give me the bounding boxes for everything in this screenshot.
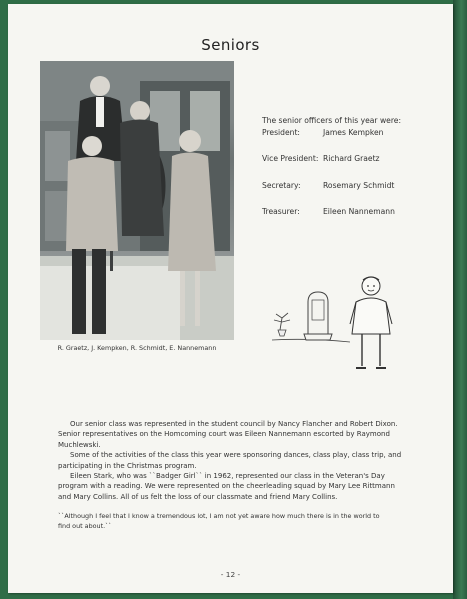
class-summary-text [58,419,410,502]
officer-role: President: [262,128,300,137]
officers-intro-text: The senior officers of this year were: [262,116,402,125]
officer-role: Treasurer: [262,207,300,216]
summary-paragraph: Eileen Stark, who was ``Badger Girl`` in 1962, represented our class in the Veteran's Day program with a reading. We were represented on the cheerleading squad by Mary Lee Rittmann and Mary Collins. All of us felt the loss of our classmate and friend Mary Collins. [58,472,395,501]
photo-caption: R. Graetz, J. Kempken, R. Schmidt, E. Nannemann [57,344,217,352]
class-quote: ``Although I feel that I know a tremendous lot, I am not yet aware how much there is in the world to find out about.`` [58,512,380,530]
yearbook-page [8,4,453,593]
book-spine [453,0,467,599]
officer-name: Eileen Nannemann [323,207,395,216]
officer-name: Rosemary Schmidt [323,181,395,190]
officer-name: James Kempken [323,128,384,137]
page-number: - 12 - [220,570,241,579]
officer-role: Secretary: [262,181,301,190]
summary-paragraph: Our senior class was represented in the student council by Nancy Flancher and Robert Dixon. Senior representatives on the Homcoming court was Eileen Nannemann escorted by Raymond Muchlewski. [58,420,398,449]
page-title: Seniors [201,36,260,54]
officer-role: Vice President: [262,154,319,163]
cartoon-illustration [270,272,400,381]
summary-paragraph: Some of the activities of the class this year were sponsoring dances, class play, class trip, and participating in the Christmas program. [58,451,402,470]
senior-officers-photo [40,61,234,340]
officer-name: Richard Graetz [323,154,380,163]
